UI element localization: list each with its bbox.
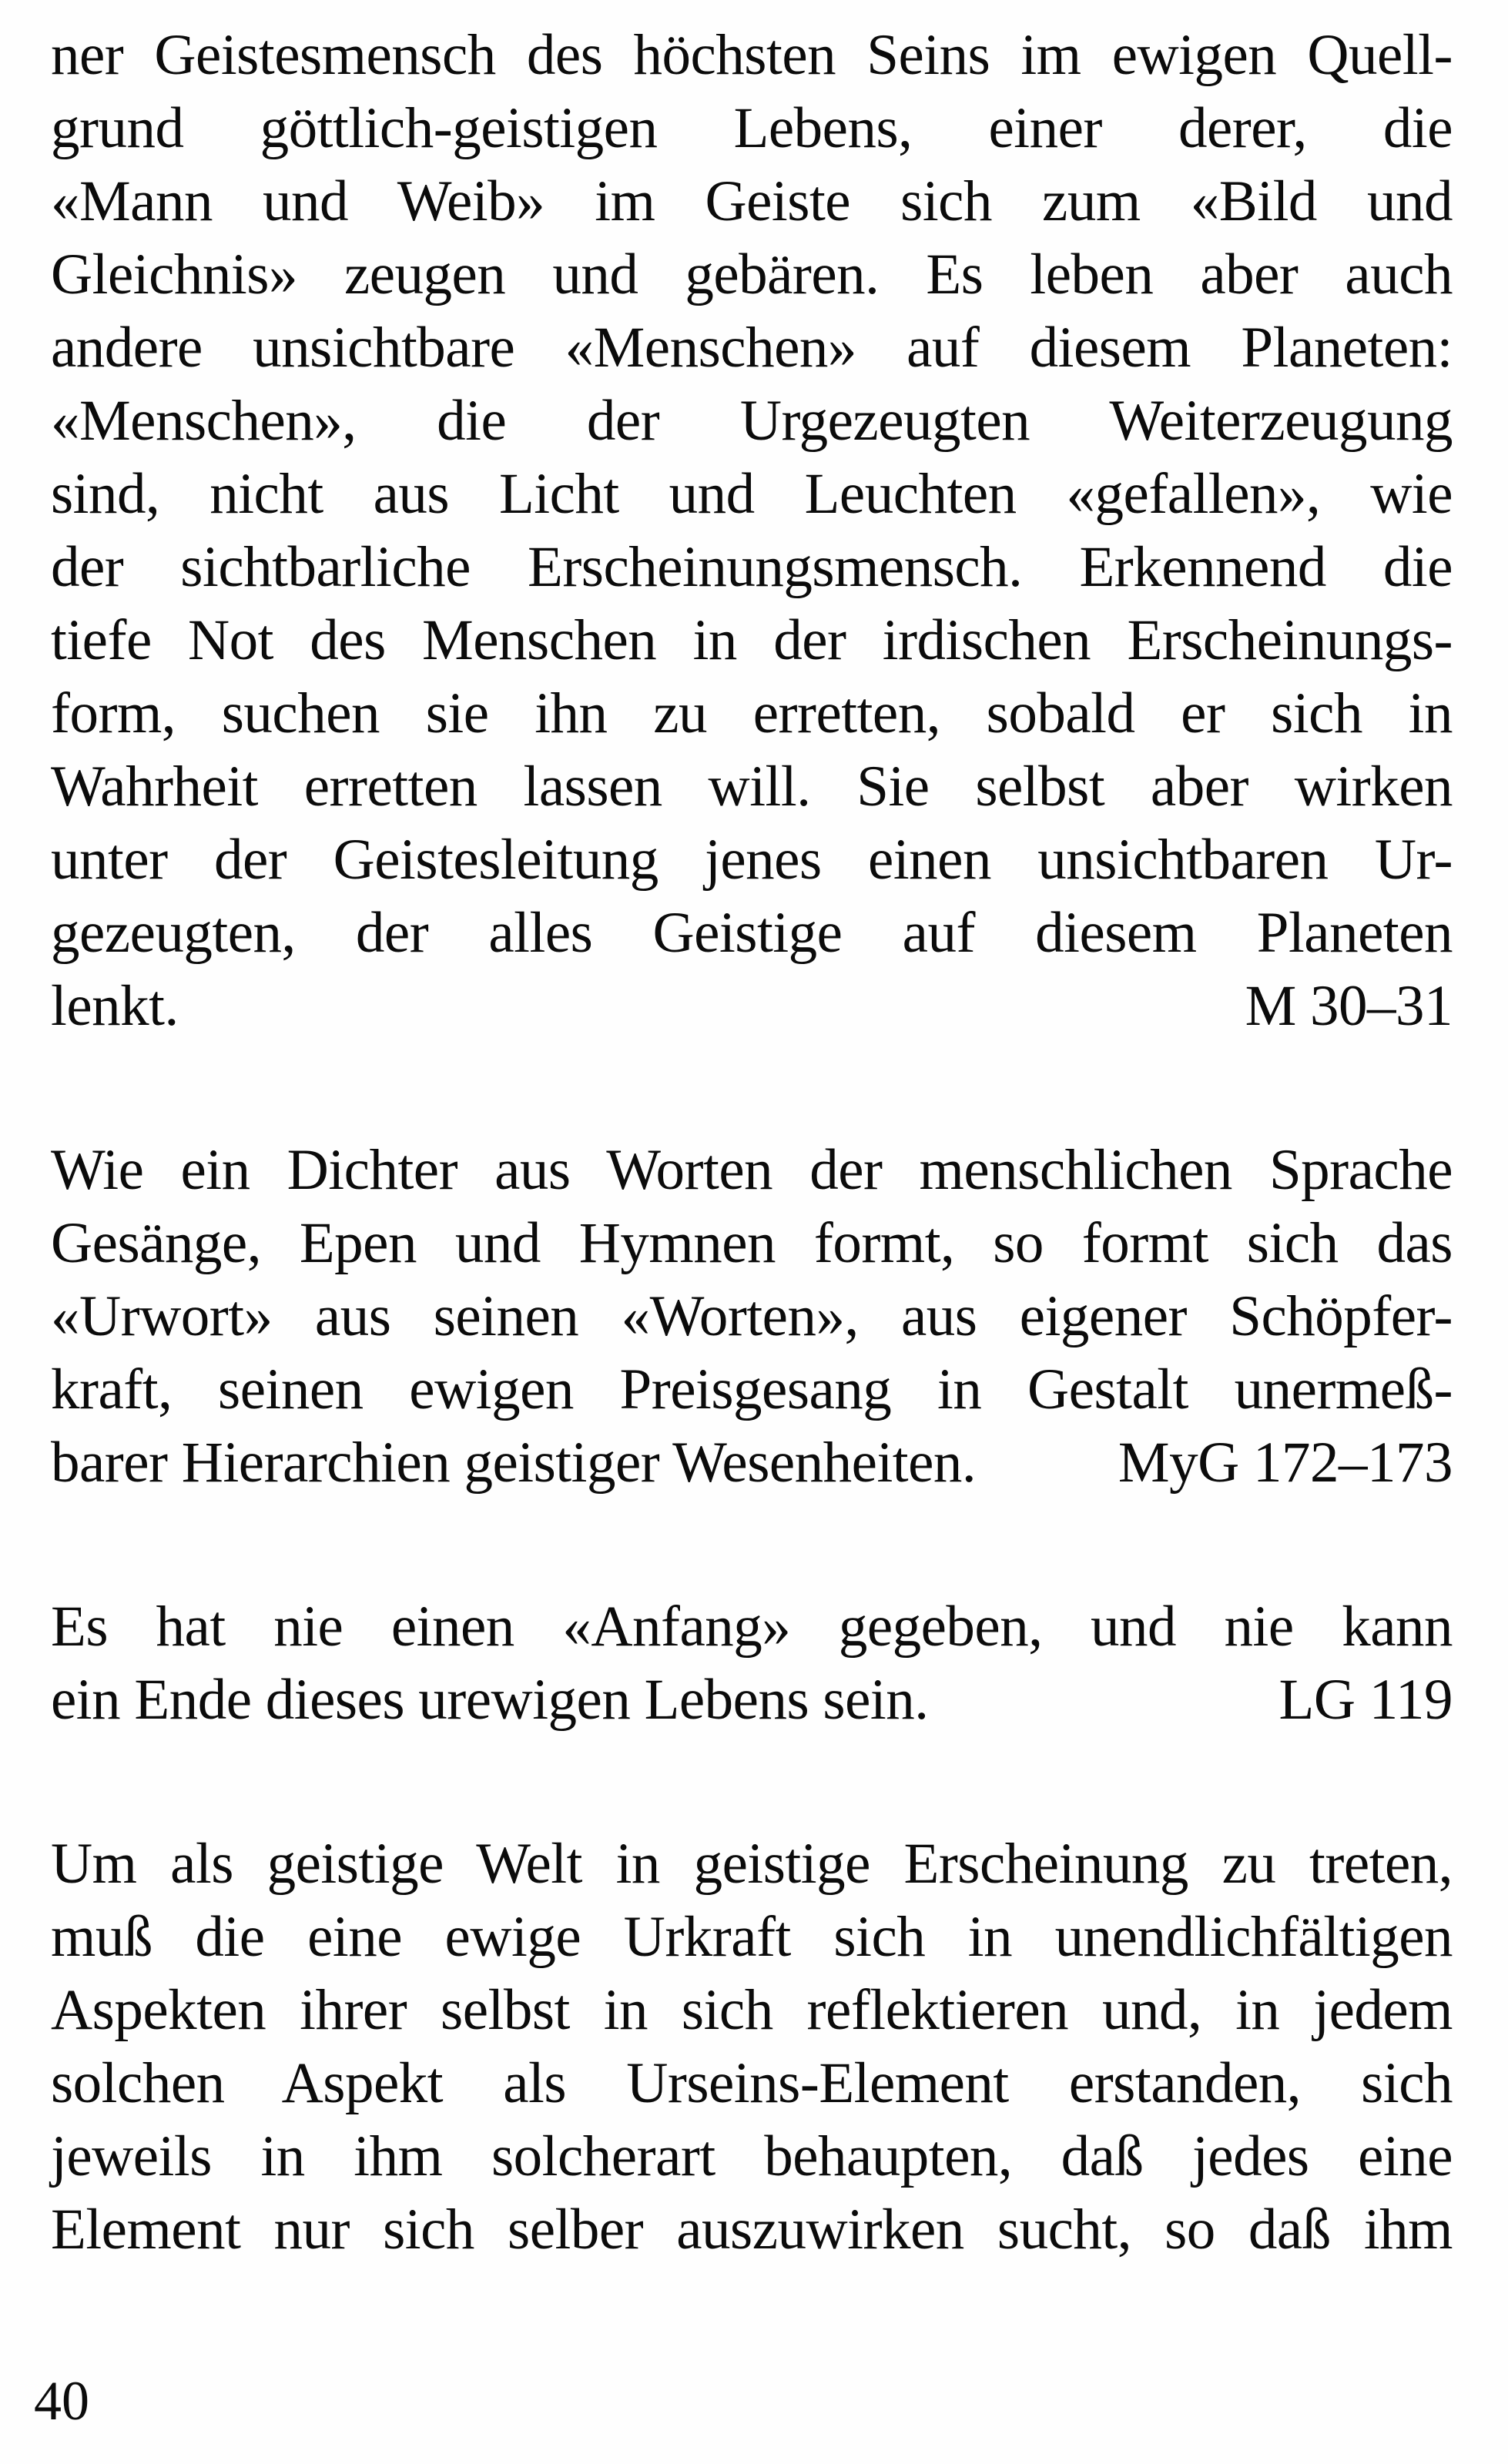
text-line-with-citation — [51, 1426, 1453, 1499]
text-line: unter der Geistesleitung jenes einen unsichtbaren Ur- — [51, 828, 1453, 892]
text-line: jeweils in ihm solcherart behaupten, daß jedes eine — [51, 2124, 1453, 2188]
text-line: Gesänge, Epen und Hymnen formt, so formt sich das — [51, 1211, 1453, 1275]
page-number: 40 — [34, 2370, 89, 2432]
text-line: sind, nicht aus Licht und Leuchten «gefallen», wie — [51, 462, 1453, 526]
text-line: barer Hierarchien geistiger Wesenheiten. — [51, 1431, 977, 1495]
text-line: Gleichnis» zeugen und gebären. Es leben aber auch — [51, 243, 1453, 306]
text-line: solchen Aspekt als Urseins-Element erstanden, sich — [51, 2051, 1453, 2115]
source-citation: LG 119 — [1278, 1668, 1453, 1732]
source-citation: MyG 172–173 — [1118, 1431, 1453, 1495]
text-line: Um als geistige Welt in geistige Erscheinung zu treten, — [51, 1832, 1453, 1896]
paragraph — [51, 18, 1453, 1043]
text-line-with-citation — [51, 969, 1453, 1043]
text-line: form, suchen sie ihn zu erretten, sobald er sich in — [51, 681, 1453, 745]
paragraph — [51, 1133, 1453, 1499]
text-line: der sichtbarliche Erscheinungsmensch. Erkennend die — [51, 535, 1453, 599]
text-line: muß die eine ewige Urkraft sich in unendlichfältigen — [51, 1905, 1453, 1969]
text-line: Wahrheit erretten lassen will. Sie selbst aber wirken — [51, 755, 1453, 819]
text-line: Element nur sich selber auszuwirken sucht, so daß ihm — [51, 2198, 1453, 2261]
text-line: ner Geistesmensch des höchsten Seins im ewigen Quell- — [51, 23, 1453, 87]
paragraph — [51, 1590, 1453, 1736]
source-citation: M 30–31 — [1245, 974, 1453, 1038]
text-line: lenkt. — [51, 974, 179, 1038]
text-line-with-citation — [51, 1663, 1453, 1736]
text-line: kraft, seinen ewigen Preisgesang in Gestalt unermeß- — [51, 1358, 1453, 1421]
paragraph — [51, 1827, 1453, 2266]
text-line: «Mann und Weib» im Geiste sich zum «Bild und — [51, 169, 1453, 233]
text-line: Es hat nie einen «Anfang» gegeben, und nie kann — [51, 1595, 1453, 1659]
text-line: grund göttlich-geistigen Lebens, einer derer, die — [51, 96, 1453, 160]
text-line: ein Ende dieses urewigen Lebens sein. — [51, 1668, 929, 1732]
text-block — [51, 18, 1453, 2266]
text-line: andere unsichtbare «Menschen» auf diesem Planeten: — [51, 316, 1453, 380]
text-line: «Menschen», die der Urgezeugten Weiterzeugung — [51, 389, 1453, 453]
text-line: «Urwort» aus seinen «Worten», aus eigener Schöpfer- — [51, 1284, 1453, 1348]
text-line: tiefe Not des Menschen in der irdischen Erscheinungs- — [51, 608, 1453, 672]
text-line: gezeugten, der alles Geistige auf diesem Planeten — [51, 901, 1453, 965]
text-line: Aspekten ihrer selbst in sich reflektieren und, in jedem — [51, 1978, 1453, 2042]
text-line: Wie ein Dichter aus Worten der menschlichen Sprache — [51, 1138, 1453, 1202]
